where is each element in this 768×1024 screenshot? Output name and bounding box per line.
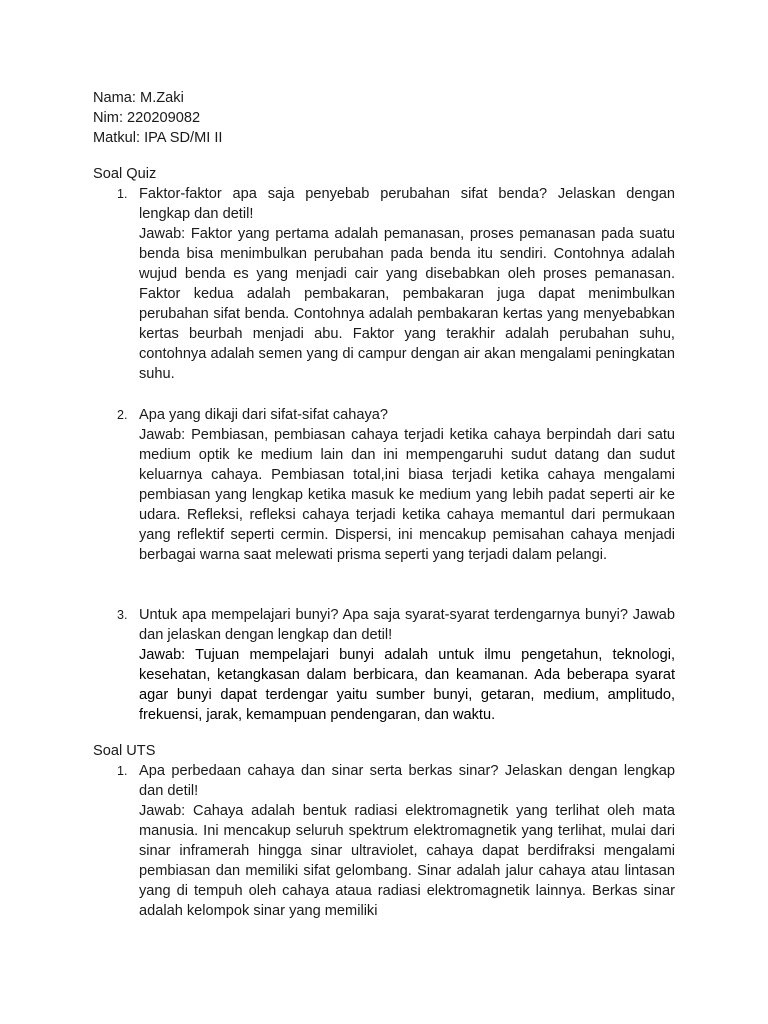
section-title-quiz: Soal Quiz [93, 166, 157, 182]
item-number: 3. [117, 608, 128, 622]
student-name: Nama: M.Zaki [93, 90, 184, 106]
item-number: 2. [117, 408, 128, 422]
quiz-item-3 [117, 605, 675, 725]
quiz-item-2 [117, 405, 675, 565]
student-nim: Nim: 220209082 [93, 110, 201, 126]
item-number: 1. [117, 764, 128, 778]
answer-text: Jawab: Tujuan mempelajari bunyi adalah untuk ilmu pengetahun, teknologi, kesehatan, ketangkasan dalam berbicara, dan keamanan. Ada beberapa syarat agar bunyi dapat terdengar yaitu sumber bunyi, getaran, medium, amplitudo, frekuensi, jarak, kemampuan pendengaran, dan waktu. [139, 647, 675, 723]
answer-text: Jawab: Faktor yang pertama adalah pemanasan, proses pemanasan pada suatu benda bisa menimbulkan perubahan pada benda itu sendiri. Contohnya adalah wujud benda es yang menjadi cair yang disebabkan oleh proses pemanasan. Faktor kedua adalah pembakaran, pembakaran juga dapat menimbulkan perubahan sifat benda. Contohnya adalah pembakaran kertas yang menyebabkan kertas beurbah menjadi abu. Faktor yang terakhir adalah perubahan suhu, contohnya adalah semen yang di campur dengan air akan mengalami peningkatan suhu. [139, 226, 675, 382]
quiz-item-1 [117, 184, 675, 384]
item-number: 1. [117, 187, 128, 201]
question-text: Apa yang dikaji dari sifat-sifat cahaya? [139, 407, 389, 423]
answer-text: Jawab: Cahaya adalah bentuk radiasi elektromagnetik yang terlihat oleh mata manusia. Ini mencakup seluruh spektrum elektromagnetik yang terlihat, mulai dari sinar inframerah hingga sinar ultraviolet, cahaya dapat berdifraksi mengalami pembiasan dan memiliki sifat gelombang. Sinar adalah jalur cahaya atau lintasan yang di tempuh oleh cahaya ataua radiasi elektromagnetik lainnya. Berkas sinar adalah kelompok sinar yang memiliki [139, 803, 675, 919]
question-text: Faktor-faktor apa saja penyebab perubahan sifat benda? Jelaskan dengan lengkap dan detil! [139, 186, 675, 222]
question-text: Untuk apa mempelajari bunyi? Apa saja syarat-syarat terdengarnya bunyi? Jawab dan jelaskan dengan lengkap dan detil! [139, 607, 675, 643]
section-title-uts: Soal UTS [93, 743, 156, 759]
answer-text: Jawab: Pembiasan, pembiasan cahaya terjadi ketika cahaya berpindah dari satu medium optik ke medium lain dan ini mempengaruhi sudut datang dan sudut keluarnya cahaya. Pembiasan total,ini biasa terjadi ketika cahaya mengalami pembiasan yang lengkap ketika masuk ke medium yang lebih padat seperti air ke udara. Refleksi, refleksi cahaya terjadi ketika cahaya memantul dari permukaan yang reflektif seperti cermin. Dispersi, ini mencakup pemisahan cahaya menjadi berbagai warna saat melewati prisma seperti yang terjadi dalam pelangi. [139, 427, 675, 563]
uts-item-1 [117, 761, 675, 921]
course-name: Matkul: IPA SD/MI II [93, 130, 223, 146]
question-text: Apa perbedaan cahaya dan sinar serta berkas sinar? Jelaskan dengan lengkap dan detil! [139, 763, 675, 799]
student-info [93, 88, 222, 148]
